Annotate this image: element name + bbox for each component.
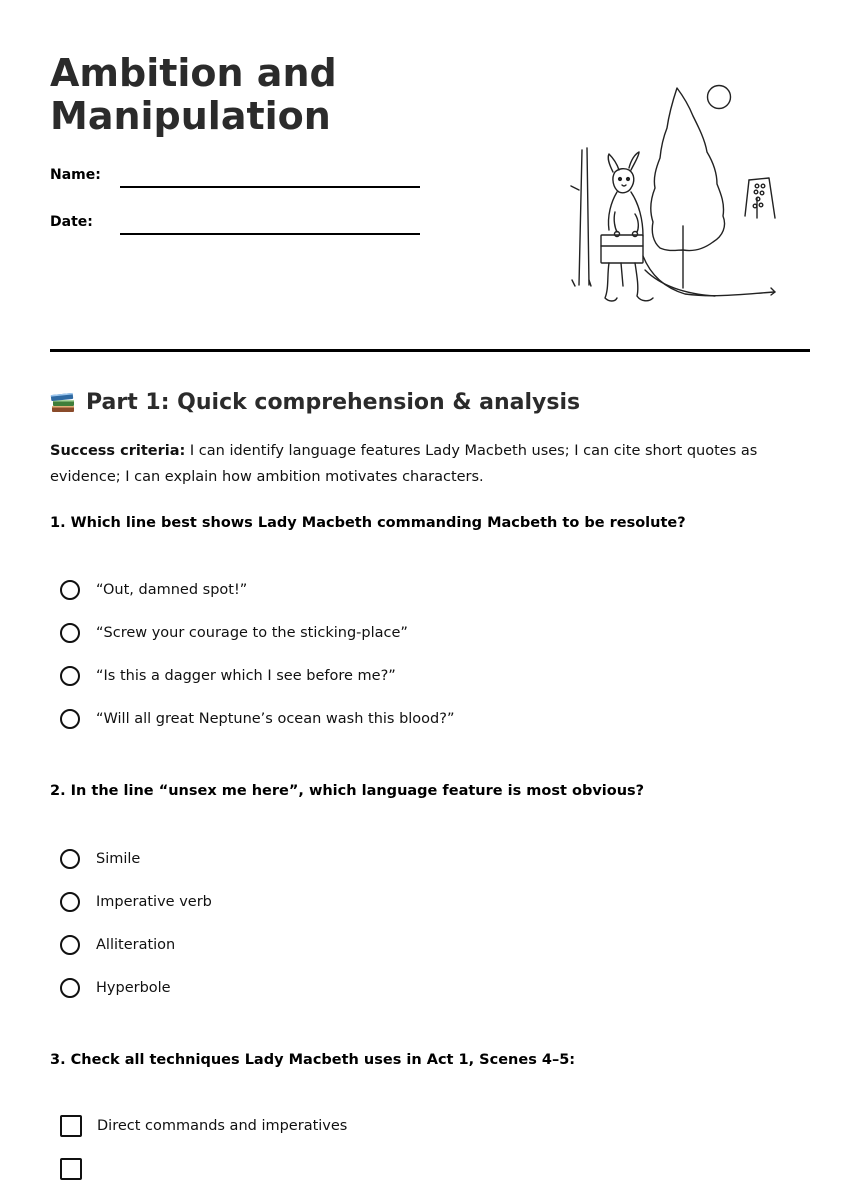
question-1-option-1[interactable] [60, 577, 247, 603]
question-2-option-2[interactable] [60, 889, 212, 915]
option-label: Alliteration [96, 937, 176, 953]
question-1-option-2[interactable] [60, 620, 408, 646]
date-input-line[interactable] [120, 233, 420, 235]
radio-button[interactable] [60, 666, 80, 686]
question-2-option-1[interactable] [60, 846, 140, 872]
option-label: Hyperbole [96, 980, 171, 996]
header-divider [50, 349, 810, 352]
option-label: Imperative verb [96, 894, 212, 910]
question-2-option-4[interactable] [60, 975, 171, 1001]
question-3-option-1[interactable] [60, 1113, 347, 1139]
radio-button[interactable] [60, 709, 80, 729]
books-icon [50, 391, 76, 415]
radio-button[interactable] [60, 623, 80, 643]
question-1-option-4[interactable] [60, 706, 454, 732]
part1-heading-text: Part 1: Quick comprehension & analysis [86, 390, 581, 415]
worksheet-title: Ambition and Manipulation [50, 51, 337, 138]
success-criteria-text: I can identify language features Lady Macbeth uses; I can cite short quotes as evidence; I can explain how ambition motivates characters. [50, 443, 758, 485]
question-2-option-3[interactable] [60, 932, 175, 958]
question-3-option-2[interactable] [60, 1156, 97, 1182]
date-label: Date: [50, 214, 93, 230]
name-input-line[interactable] [120, 186, 420, 188]
question-2-prompt: 2. In the line “unsex me here”, which language feature is most obvious? [50, 783, 645, 799]
radio-button[interactable] [60, 892, 80, 912]
radio-button[interactable] [60, 978, 80, 998]
radio-button[interactable] [60, 849, 80, 869]
option-label: “Screw your courage to the sticking-place” [96, 625, 408, 641]
part1-heading [50, 388, 580, 418]
name-field [50, 166, 420, 196]
option-label: “Will all great Neptune’s ocean wash this blood?” [96, 711, 455, 727]
date-field [50, 213, 420, 243]
question-1-option-3[interactable] [60, 663, 396, 689]
radio-button[interactable] [60, 580, 80, 600]
checkbox[interactable] [60, 1158, 82, 1180]
checkbox[interactable] [60, 1115, 82, 1137]
radio-button[interactable] [60, 935, 80, 955]
option-label: “Out, damned spot!” [96, 582, 248, 598]
question-3-prompt: 3. Check all techniques Lady Macbeth uses in Act 1, Scenes 4–5: [50, 1052, 576, 1068]
success-criteria [50, 438, 810, 490]
option-label: Direct commands and imperatives [97, 1118, 348, 1134]
kangaroo-with-sign-by-tree-icon [565, 80, 785, 310]
question-1-prompt: 1. Which line best shows Lady Macbeth commanding Macbeth to be resolute? [50, 515, 686, 531]
success-criteria-label: Success criteria: [50, 443, 186, 459]
name-label: Name: [50, 167, 101, 183]
option-label: Simile [96, 851, 141, 867]
option-label: “Is this a dagger which I see before me?” [96, 668, 396, 684]
